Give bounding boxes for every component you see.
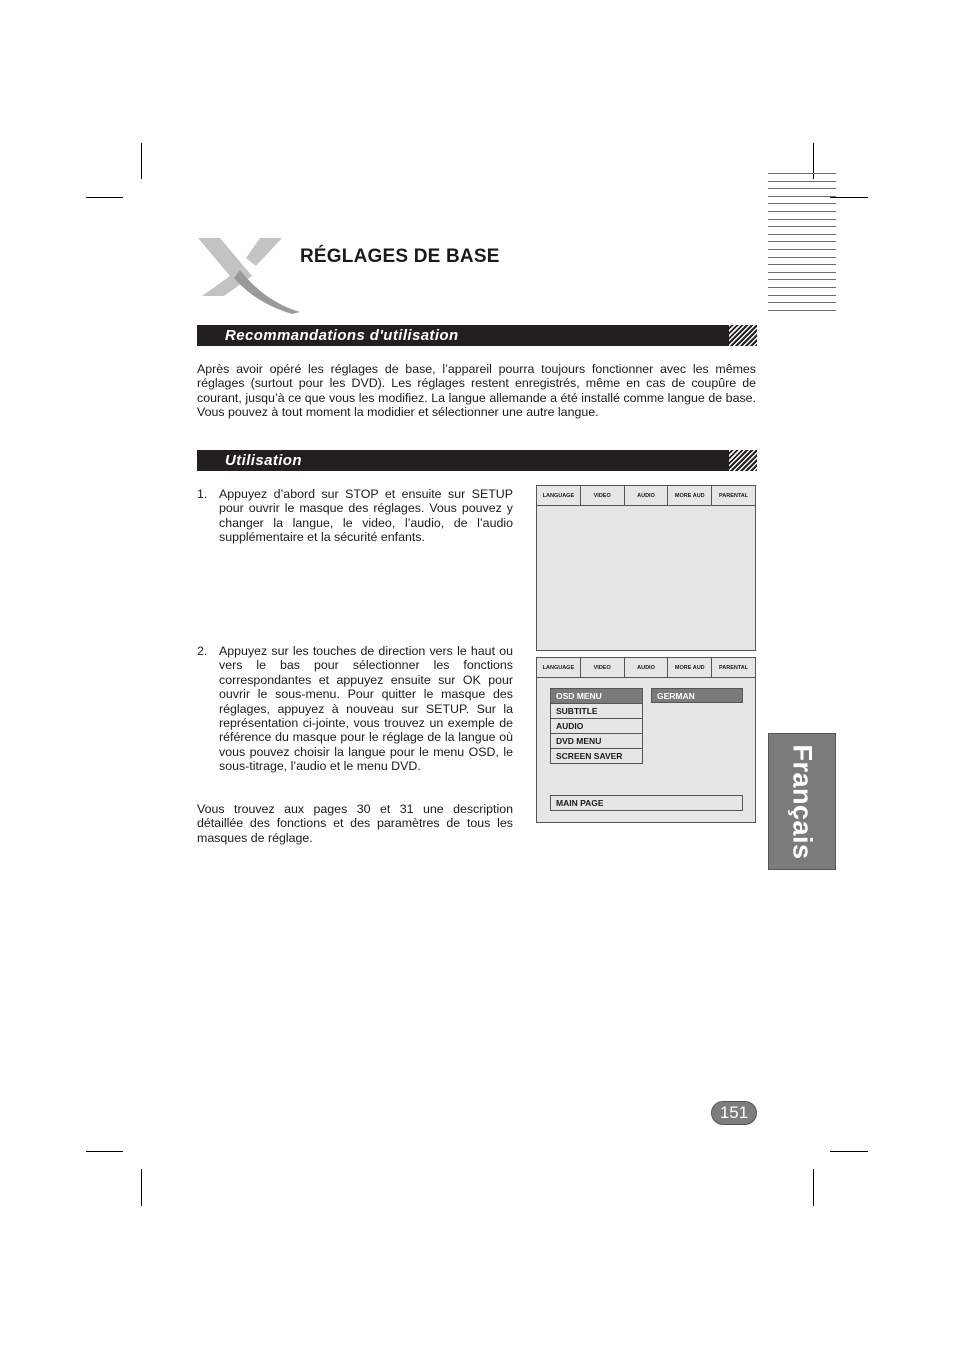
language-side-label: Français	[787, 743, 818, 860]
tab-video[interactable]: VIDEO	[581, 486, 625, 505]
setup-tabs	[537, 486, 755, 506]
section-heading: Recommandations d'utilisation	[225, 327, 459, 344]
intro-paragraph: Après avoir opéré les réglages de base, l’appareil pourra toujours fonctionner avec les mêmes réglages (surtout pour les DVD). Les réglages restent enregistrés, même en cas de coupûre de courant, jusqu’à ce que vous les modifiez. La langue allemande a été installé comme langue de base. Vous pouvez à tout moment la modidier et sélectionner une autre langue.	[197, 362, 756, 420]
step-text: Appuyez d’abord sur STOP et ensuite sur SETUP pour ouvrir le masque des réglages. Vous pouvez y changer la langue, le video, l’audio, de l’audio supplémentaire et la sécurité enfants.	[219, 487, 513, 545]
tab-language[interactable]: LANGUAGE	[537, 486, 581, 505]
page-number: 151	[711, 1101, 757, 1125]
list-item	[197, 487, 513, 547]
menu-item-osd-menu[interactable]: OSD MENU	[550, 688, 643, 704]
crop-mark	[141, 143, 142, 179]
tab-audio[interactable]: AUDIO	[625, 658, 669, 677]
main-page-button[interactable]: MAIN PAGE	[550, 795, 743, 811]
hatch-decoration	[729, 325, 757, 346]
language-side-tab	[768, 733, 836, 870]
setup-tabs	[537, 658, 755, 678]
section-heading: Utilisation	[225, 452, 302, 469]
list-item	[197, 644, 513, 776]
section-heading-bar	[197, 325, 757, 346]
footer-note: Vous trouvez aux pages 30 et 31 une description détaillée des fonctions et des paramètres de tous les masques de réglage.	[197, 802, 513, 845]
x-logo-icon	[196, 238, 306, 314]
language-screen	[536, 657, 756, 823]
tab-parental[interactable]: PARENTAL	[719, 492, 749, 499]
hatch-decoration	[729, 450, 757, 471]
step-text: Appuyez sur les touches de direction vers le haut ou vers le bas pour sélectionner les fonctions correspondantes et appuyez ensuite sur OK pour ouvrir le sous-menu. Pour quitter le masque des réglages, appuyez à nouveau sur SETUP. Sur la représentation ci-jointe, vous trouvez un exemple de référence du masque pour le réglage de la langue où vous pouvez choisir la langue pour le menu OSD, le sous-titrage, l’audio et le menu DVD.	[219, 644, 513, 774]
menu-item-dvd-menu[interactable]: DVD MENU	[550, 734, 643, 749]
tab-language[interactable]: LANGUAGE	[537, 658, 581, 677]
tab-audio[interactable]: AUDIO	[625, 486, 669, 505]
language-menu	[550, 688, 643, 764]
menu-item-subtitle[interactable]: SUBTITLE	[550, 704, 643, 719]
step-number: 1.	[197, 487, 208, 501]
crop-mark	[86, 1151, 123, 1152]
side-decorative-lines	[768, 173, 836, 313]
crop-mark	[86, 197, 123, 198]
menu-item-screen-saver[interactable]: SCREEN SAVER	[550, 749, 643, 764]
tab-more-aud[interactable]: MORE AUD	[668, 486, 712, 505]
crop-mark	[813, 1169, 814, 1206]
setup-screen	[536, 485, 756, 651]
crop-mark	[830, 1151, 868, 1152]
crop-mark	[141, 1169, 142, 1206]
step-number: 2.	[197, 644, 208, 658]
section-heading-bar	[197, 450, 757, 471]
tab-video[interactable]: VIDEO	[581, 658, 625, 677]
page-title: RÉGLAGES DE BASE	[300, 246, 500, 267]
tab-more-aud[interactable]: MORE AUD	[668, 658, 712, 677]
menu-item-audio[interactable]: AUDIO	[550, 719, 643, 734]
tab-parental[interactable]: PARENTAL	[719, 664, 749, 671]
selected-language-value[interactable]: GERMAN	[651, 688, 743, 703]
